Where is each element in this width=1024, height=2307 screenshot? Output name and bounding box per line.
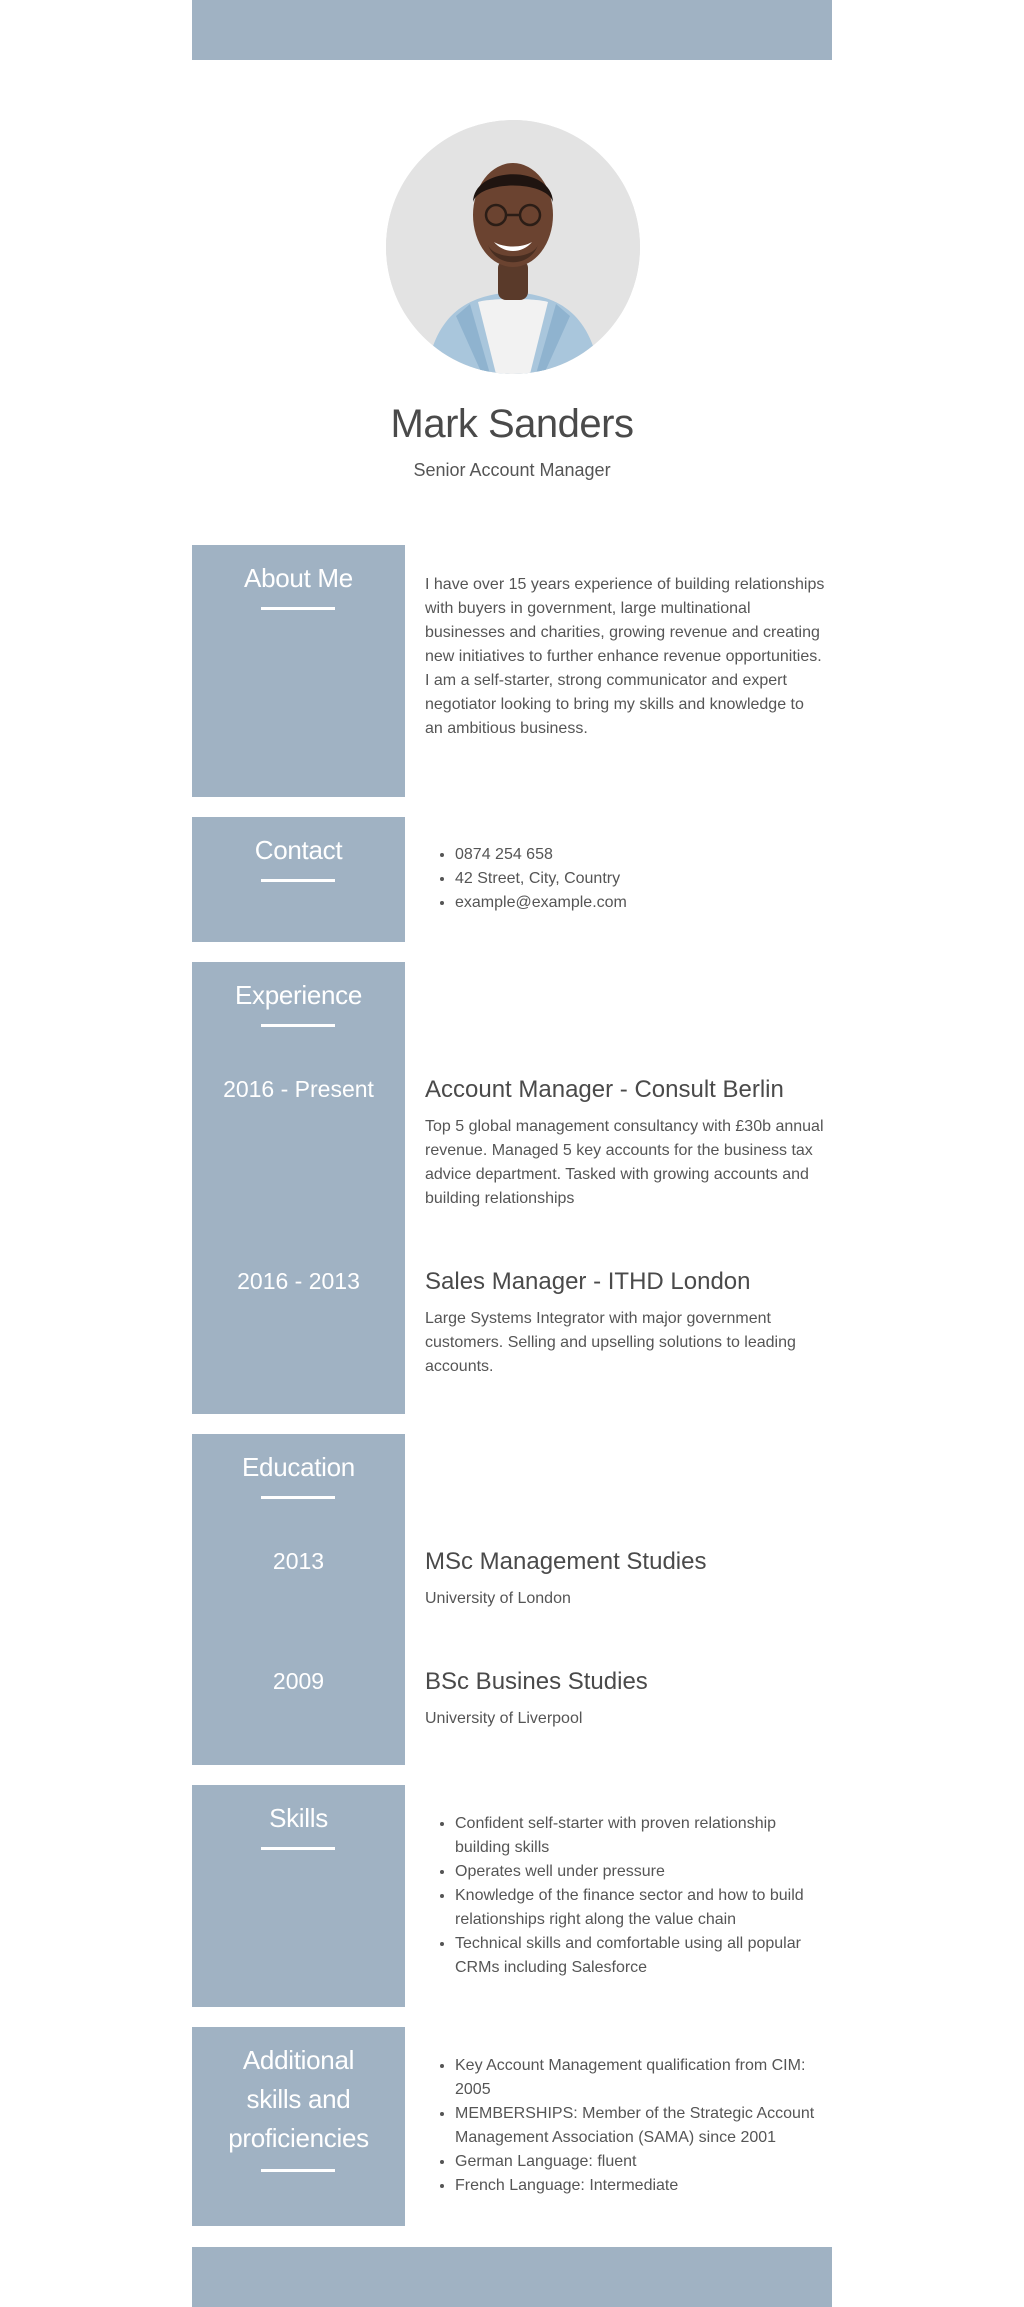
skill-item: • Technical skills and comfortable using all popular CRMs including Salesforce xyxy=(455,1932,825,1980)
degree-2: BSc Busines Studies xyxy=(425,1668,648,1695)
education-entry-2 xyxy=(425,1667,825,1731)
education-year-2: 2009 xyxy=(272,1668,325,1694)
experience-entry-2 xyxy=(425,1267,825,1379)
experience-underline xyxy=(261,1024,335,1027)
contact-list-wrap xyxy=(425,843,825,915)
education-title: Education xyxy=(242,1452,355,1482)
job-description-2: Large Systems Integrator with major government customers. Selling and upselling solutions to leading accounts. xyxy=(425,1310,796,1375)
bottom-accent-bar xyxy=(192,2247,832,2307)
additional-underline xyxy=(261,2169,335,2172)
experience-sidebar xyxy=(192,962,405,1414)
additional-title-line-2: skills and xyxy=(246,2084,351,2114)
experience-date-2: 2016 - 2013 xyxy=(237,1268,360,1294)
about-text: I have over 15 years experience of building relationships with buyers in government, large multinational businesses and charities, growing revenue and creating new initiatives to further enhance revenue opportunities. I am a self-starter, strong communicator and expert negotiator looking to bring my skills and knowledge to an ambitious business. xyxy=(425,576,825,737)
education-underline xyxy=(261,1496,335,1499)
person-portrait-icon xyxy=(386,120,640,374)
contact-address: • 42 Street, City, Country xyxy=(455,867,825,891)
additional-title-line-3: proficiencies xyxy=(228,2123,369,2153)
additional-title-line-1: Additional xyxy=(242,2045,355,2075)
experience-entry-1 xyxy=(425,1075,825,1211)
additional-item: • MEMBERSHIPS: Member of the Strategic Account Management Association (SAMA) since 2001 xyxy=(455,2102,825,2150)
additional-item: • Key Account Management qualification from CIM: 2005 xyxy=(455,2054,825,2102)
contact-sidebar xyxy=(192,817,405,942)
skill-item: • Confident self-starter with proven relationship building skills xyxy=(455,1812,825,1860)
education-entry-1 xyxy=(425,1547,825,1611)
contact-underline xyxy=(261,879,335,882)
skills-list-wrap xyxy=(425,1812,825,1980)
school-2: University of Liverpool xyxy=(425,1710,583,1727)
top-accent-bar xyxy=(192,0,832,60)
job-description-1: Top 5 global management consultancy with £30b annual revenue. Managed 5 key accounts for the business tax advice department. Tasked with growing accounts and building relationships xyxy=(425,1118,824,1207)
contact-title: Contact xyxy=(254,835,343,865)
contact-phone: • 0874 254 658 xyxy=(455,843,825,867)
skills-sidebar xyxy=(192,1785,405,2007)
degree-1: MSc Management Studies xyxy=(425,1548,707,1575)
about-section xyxy=(192,545,832,797)
skills-underline xyxy=(261,1847,335,1850)
additional-section xyxy=(192,2027,832,2226)
additional-list-wrap xyxy=(425,2054,825,2198)
skills-section xyxy=(192,1785,832,2007)
skills-title: Skills xyxy=(269,1803,328,1833)
skill-item: • Knowledge of the finance sector and how to build relationships right along the value chain xyxy=(455,1884,825,1932)
experience-date-1: 2016 - Present xyxy=(223,1076,374,1102)
additional-title xyxy=(192,2041,405,2158)
profile-photo xyxy=(386,120,640,374)
candidate-name: Mark Sanders xyxy=(390,402,634,446)
contact-list xyxy=(425,843,825,915)
education-sidebar xyxy=(192,1434,405,1765)
about-sidebar xyxy=(192,545,405,797)
job-title-1: Account Manager - Consult Berlin xyxy=(425,1076,784,1103)
school-1: University of London xyxy=(425,1590,571,1607)
candidate-role: Senior Account Manager xyxy=(413,460,611,480)
experience-section xyxy=(192,962,832,1414)
additional-list xyxy=(425,2054,825,2198)
about-underline xyxy=(261,607,335,610)
skills-list xyxy=(425,1812,825,1980)
job-title-2: Sales Manager - ITHD London xyxy=(425,1268,751,1295)
education-year-1: 2013 xyxy=(272,1548,325,1574)
additional-item: • German Language: fluent xyxy=(455,2150,825,2174)
contact-section xyxy=(192,817,832,942)
additional-sidebar xyxy=(192,2027,405,2226)
contact-email: • example@example.com xyxy=(455,891,825,915)
additional-item: • French Language: Intermediate xyxy=(455,2174,825,2198)
resume-page xyxy=(192,0,832,2307)
education-section xyxy=(192,1434,832,1765)
experience-title: Experience xyxy=(234,980,363,1010)
about-title: About Me xyxy=(244,563,353,593)
skill-item: • Operates well under pressure xyxy=(455,1860,825,1884)
